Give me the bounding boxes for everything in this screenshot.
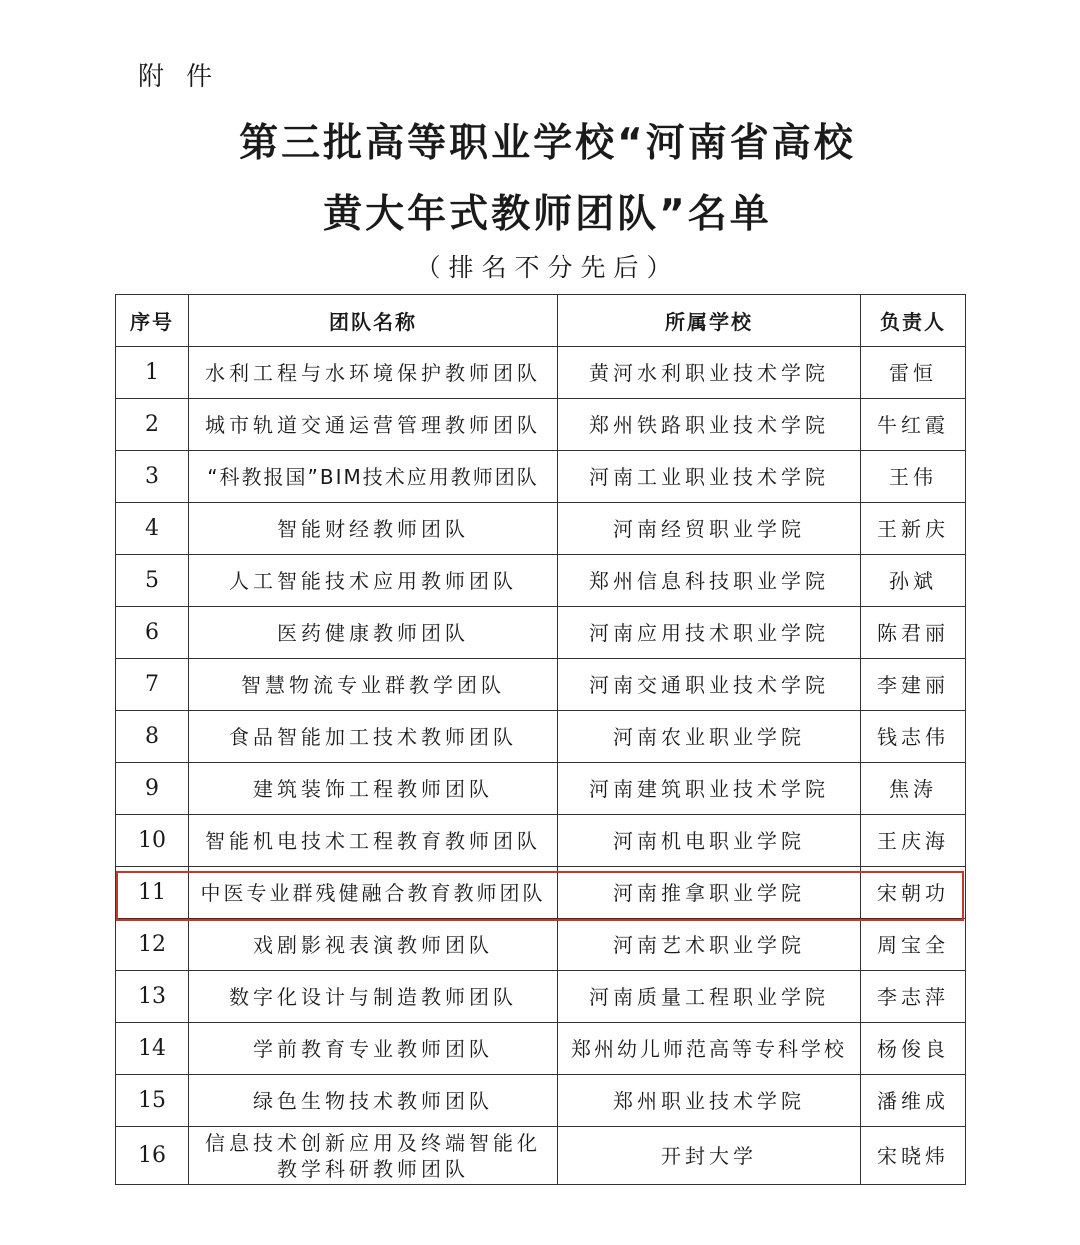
school-name: 郑州铁路职业技术学院 [558,399,861,451]
team-name: 医药健康教师团队 [189,607,558,659]
school-name: 黄河水利职业技术学院 [558,347,861,399]
team-name: 中医专业群残健融合教育教师团队 [189,867,558,919]
school-name: 河南农业职业学院 [558,711,861,763]
school-name: 郑州职业技术学院 [558,1075,861,1127]
leader-name: 陈君丽 [861,607,966,659]
school-name: 河南工业职业技术学院 [558,451,861,503]
leader-name: 潘维成 [861,1075,966,1127]
school-name: 河南推拿职业学院 [558,867,861,919]
team-name: 人工智能技术应用教师团队 [189,555,558,607]
leader-name: 宋朝功 [861,867,966,919]
leader-name: 王庆海 [861,815,966,867]
column-header-leader: 负责人 [861,295,966,347]
school-name: 河南质量工程职业学院 [558,971,861,1023]
table-row [116,919,966,971]
table-row [116,1127,966,1185]
table-row [116,399,966,451]
row-number: 7 [116,659,189,711]
team-name: 戏剧影视表演教师团队 [189,919,558,971]
table-row [116,1075,966,1127]
table-row [116,711,966,763]
table-header-row [116,295,966,347]
page-title-line2: 黄大年式教师团队”名单 [323,192,772,237]
table-row-highlighted [116,867,966,919]
team-name: 信息技术创新应用及终端智能化教学科研教师团队 [189,1127,558,1185]
leader-name: 王新庆 [861,503,966,555]
school-name: 河南建筑职业技术学院 [558,763,861,815]
team-name: 食品智能加工技术教师团队 [189,711,558,763]
column-header-school: 所属学校 [558,295,861,347]
leader-name: 李志萍 [861,971,966,1023]
team-name: 学前教育专业教师团队 [189,1023,558,1075]
school-name: 河南应用技术职业学院 [558,607,861,659]
team-name: 智慧物流专业群教学团队 [189,659,558,711]
row-number: 1 [116,347,189,399]
school-name: 郑州幼儿师范高等专科学校 [558,1023,861,1075]
page-subtitle: （排名不分先后） [415,253,680,282]
table-row [116,1023,966,1075]
table-row [116,971,966,1023]
team-name: 智能财经教师团队 [189,503,558,555]
school-name: 河南机电职业学院 [558,815,861,867]
table-row [116,555,966,607]
leader-name: 李建丽 [861,659,966,711]
row-number: 6 [116,607,189,659]
school-name: 开封大学 [558,1127,861,1185]
table-row [116,763,966,815]
school-name: 河南艺术职业学院 [558,919,861,971]
leader-name: 周宝全 [861,919,966,971]
school-name: 河南经贸职业学院 [558,503,861,555]
row-number: 10 [116,815,189,867]
row-number: 14 [116,1023,189,1075]
leader-name: 杨俊良 [861,1023,966,1075]
team-name: 智能机电技术工程教育教师团队 [189,815,558,867]
team-name: 绿色生物技术教师团队 [189,1075,558,1127]
table-row [116,451,966,503]
team-list-table [115,294,966,1185]
leader-name: 孙斌 [861,555,966,607]
leader-name: 宋晓炜 [861,1127,966,1185]
row-number: 4 [116,503,189,555]
row-number: 8 [116,711,189,763]
team-name: 数字化设计与制造教师团队 [189,971,558,1023]
team-name: 城市轨道交通运营管理教师团队 [189,399,558,451]
row-number: 3 [116,451,189,503]
table-row [116,347,966,399]
row-number: 11 [116,867,189,919]
school-name: 河南交通职业技术学院 [558,659,861,711]
table-row [116,503,966,555]
school-name: 郑州信息科技职业学院 [558,555,861,607]
table-row [116,815,966,867]
team-name: 建筑装饰工程教师团队 [189,763,558,815]
row-number: 13 [116,971,189,1023]
table-row [116,659,966,711]
page-title-line1: 第三批高等职业学校“河南省高校 [239,121,856,166]
attachment-label: 附件 [138,62,235,92]
column-header-number: 序号 [116,295,189,347]
leader-name: 牛红霞 [861,399,966,451]
leader-name: 钱志伟 [861,711,966,763]
row-number: 15 [116,1075,189,1127]
row-number: 9 [116,763,189,815]
leader-name: 王伟 [861,451,966,503]
column-header-team: 团队名称 [189,295,558,347]
team-name: 水利工程与水环境保护教师团队 [189,347,558,399]
row-number: 16 [116,1127,189,1185]
table-row [116,607,966,659]
row-number: 12 [116,919,189,971]
row-number: 5 [116,555,189,607]
team-name: “科教报国”BIM技术应用教师团队 [189,451,558,503]
leader-name: 焦涛 [861,763,966,815]
leader-name: 雷恒 [861,347,966,399]
row-number: 2 [116,399,189,451]
